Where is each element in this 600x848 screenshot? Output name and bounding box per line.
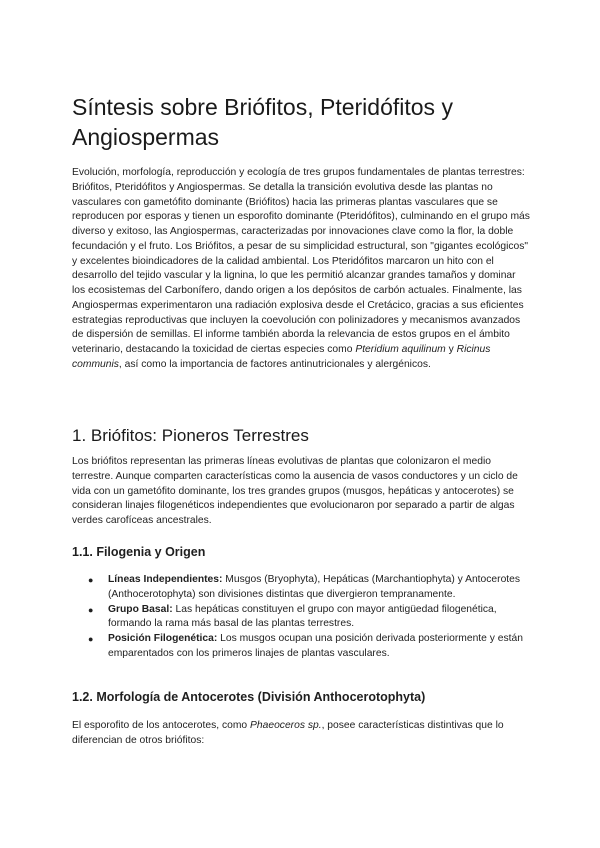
page-title: Síntesis sobre Briófitos, Pteridófitos y Angiospermas	[72, 94, 453, 150]
list-item	[72, 573, 530, 603]
section-1-heading: 1. Briófitos: Pioneros Terrestres	[72, 426, 309, 445]
bullet-label: Líneas Independientes:	[108, 574, 223, 585]
species-pteridium: Pteridium aquilinum	[355, 344, 446, 355]
bullet-label: Posición Filogenética:	[108, 633, 218, 644]
abstract-text-1: Evolución, morfología, reproducción y ecología de tres grupos fundamentales de plantas terrestres: Briófitos, Pteridófitos y Angiospermas. Se detalla la transición evolutiva desde las plantas no vasculares con gametófito dominante (Briófitos) hacia las primeras plantas vasculares que se reproducen por esporas y tienen un esporofito dominante (Pteridófitos), culminando en el grupo más diverso y exitoso, las Angiospermas, caracterizadas por innovaciones clave como la flor, la doble fecundación y el fruto. Los Briófitos, a pesar de su simplicidad estructural, son "gigantes ecológicos" y excelentes bioindicadores de la calidad ambiental. Los Pteridófitos marcaron un hito con el desarrollo del tejido vascular y la lignina, lo que les permitió alcanzar grandes tamaños y dominar los ecosistemas del Carbonífero, dando origen a los depósitos de carbón actuales. Finalmente, las Angiospermas experimentaron una radiación explosiva desde el Cretácico, gracias a sus eficientes estrategias reproductivas que incluyen la coevolución con polinizadores y mecanismos avanzados de dispersión de semillas. El informe también aborda la relevancia de estos grupos en el ámbito veterinario, destacando la toxicidad de ciertas especies como	[72, 167, 530, 355]
abstract-text-2: y	[445, 344, 457, 355]
paragraph-text-1: El esporofito de los antocerotes, como	[72, 720, 251, 731]
bullet-label: Grupo Basal:	[108, 603, 173, 615]
subsection-1-2-paragraph	[72, 719, 530, 749]
subsection-1-2-heading: 1.2. Morfología de Antocerotes (División Anthocerotophyta)	[72, 690, 426, 704]
abstract-text-3: , así como la importancia de factores antinutricionales y alergénicos.	[118, 358, 431, 370]
bullet-list	[72, 573, 530, 662]
bullet-icon: ●	[88, 604, 94, 615]
bullet-icon: ●	[88, 575, 94, 585]
bullet-text: Los musgos ocupan una posición derivada posteriormente y están emparentados con los primeros linajes de plantas vasculares.	[108, 633, 523, 659]
species-ricinus: Ricinus communis	[72, 344, 491, 370]
bullet-icon: ●	[88, 634, 94, 644]
bullet-text: Musgos (Bryophyta), Hepáticas (Marchantiophyta) y Antocerotes (Anthocerotophyta) son divisiones distintas que divergieron tempranamente.	[108, 574, 521, 600]
paragraph-text-2: , posee características distintivas que lo diferencian de otros briófitos:	[72, 720, 504, 746]
abstract-paragraph	[72, 166, 530, 373]
list-item	[72, 603, 530, 633]
subsection-1-1-heading: 1.1. Filogenia y Origen	[72, 545, 206, 559]
species-phaeoceros: Phaeoceros sp.	[250, 720, 322, 731]
bullet-text: Las hepáticas constituyen el grupo con mayor antigüedad filogenética, formando la rama más basal de las plantas terrestres.	[108, 603, 497, 630]
section-1-paragraph: Los briófitos representan las primeras líneas evolutivas de plantas que colonizaron el medio terrestre. Aunque comparten características como la ausencia de vasos conductores y un ciclo de vida con un gametófito dominante, los tres grandes grupos (musgos, hepáticas y antocerotes) se consideran linajes filogenéticos independientes que evolucionaron por separado a partir de algas verdes carofíceas ancestrales.	[72, 456, 518, 526]
list-item	[72, 632, 530, 662]
